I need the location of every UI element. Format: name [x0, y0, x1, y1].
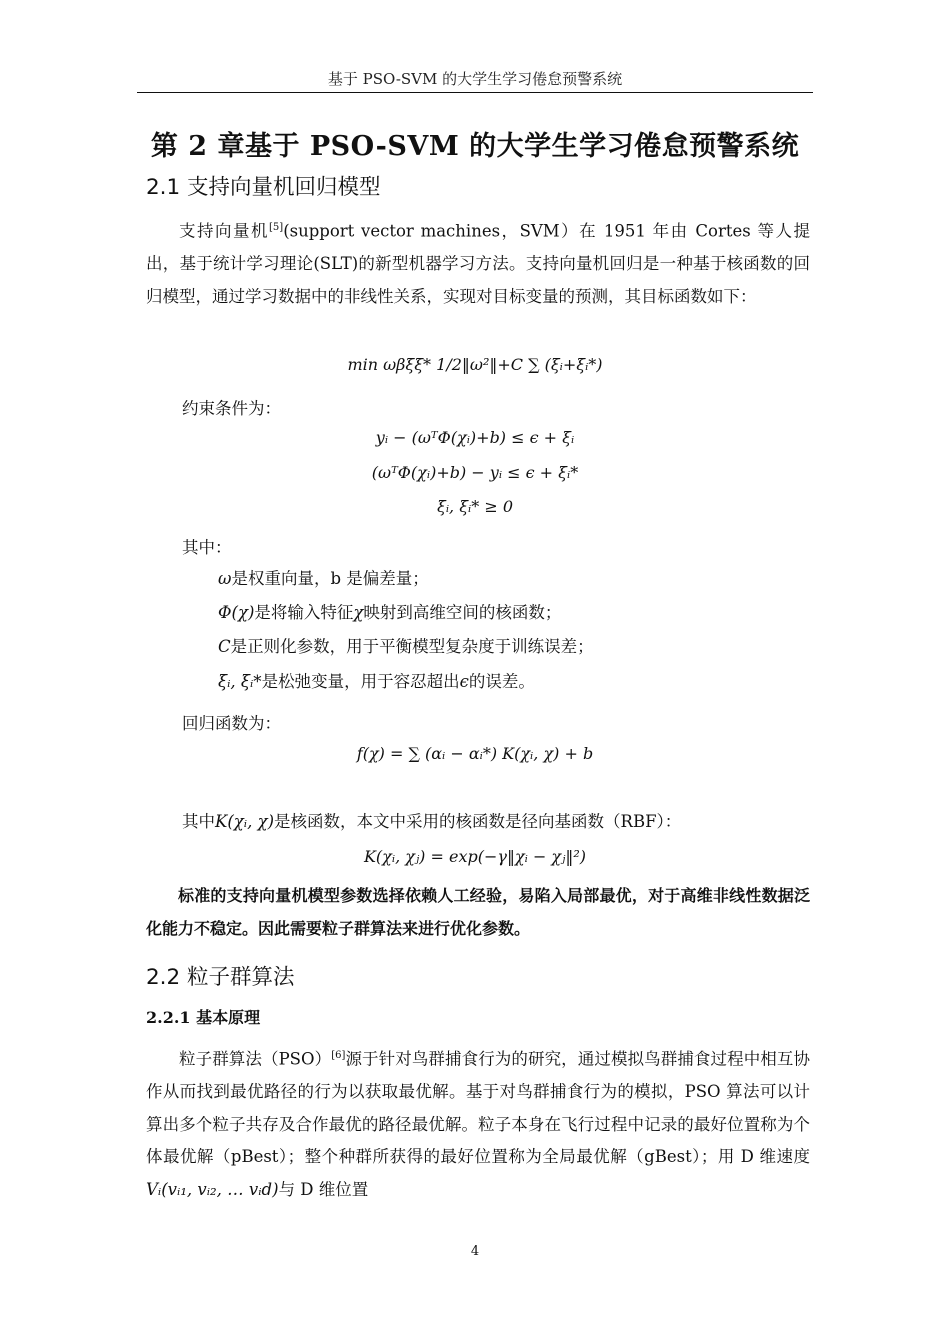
constraint-eq-1: yᵢ − (ωᵀΦ(χᵢ)+b) ≤ ϵ + ξᵢ [375, 428, 575, 447]
citation-6: [6] [331, 1050, 346, 1061]
constraint-eq-3: ξᵢ, ξᵢ* ≥ 0 [437, 497, 513, 516]
section-2-2-1-title: 2.2.1 基本原理 [146, 1008, 261, 1027]
section-2-2-title: 2.2 粒子群算法 [146, 965, 295, 990]
running-header: 基于 PSO-SVM 的大学生学习倦怠预警系统 [327, 70, 623, 88]
constraint-eq-2: (ωᵀΦ(χᵢ)+b) − yᵢ ≤ ϵ + ξᵢ* [371, 463, 579, 482]
kernel-sentence: 其中K(χᵢ, χ)是核函数，本文中采用的核函数是径向基函数（RBF）： [182, 812, 682, 831]
where-item-c: C是正则化参数，用于平衡模型复杂度于训练误差； [218, 637, 594, 656]
citation-5: [5] [269, 222, 284, 233]
rbf-equation: K(χᵢ, χⱼ) = exp(−γ‖χᵢ − χⱼ‖²) [363, 847, 587, 866]
where-label: 其中： [182, 538, 232, 557]
regression-equation: f(χ) = ∑ (αᵢ − αᵢ*) K(χᵢ, χ) + b [356, 744, 594, 763]
where-item-xi: ξᵢ, ξᵢ*是松弛变量，用于容忍超出ϵ的误差。 [218, 672, 535, 691]
chapter-title: 第 2 章基于 PSO-SVM 的大学生学习倦怠预警系统 [150, 131, 800, 162]
section-2-1-title: 2.1 支持向量机回归模型 [146, 175, 381, 200]
svm-intro-paragraph: 支持向量机[5](support vector machines，SVM）在 1951 年由 Cortes 等人提出，基于统计学习理论(SLT)的新型机器学习方法。支持向量机回归是一种基于核函数的回归模型，通过学习数据中的非线性关系，实现对目标变量的预测，其目标函数如下： [146, 221, 810, 306]
bold-paragraph: 标准的支持向量机模型参数选择依赖人工经验，易陷入局部最优，对于高维非线性数据泛化能力不稳定。因此需要粒子群算法来进行优化参数。 [146, 886, 810, 938]
page-number: 4 [470, 1244, 480, 1259]
regression-label: 回归函数为： [182, 714, 281, 733]
objective-equation: min ωβξξ* 1/2‖ω²‖+C ∑ (ξᵢ+ξᵢ*) [347, 355, 603, 374]
where-item-phi: Φ(χ)是将输入特征χ映射到高维空间的核函数； [218, 603, 562, 622]
where-item-omega: ω是权重向量，b 是偏差量； [218, 569, 429, 588]
header-rule [137, 92, 813, 93]
constraint-label: 约束条件为： [182, 399, 281, 418]
pso-paragraph: 粒子群算法（PSO）[6]源于针对鸟群捕食行为的研究，通过模拟鸟群捕食过程中相互协作从而找到最优路径的行为以获取最优解。基于对鸟群捕食行为的模拟，PSO 算法可以计算出多个粒子共存及合作最优的路径最优解。粒子本身在飞行过程中记录的最好位置称为个体最优解（pBest）；整个种群所获得的最好位置称为全局最优解（gBest）；用 D 维速度Vᵢ(vᵢ₁, vᵢ₂, … vᵢd)与 D 维位置 [146, 1049, 810, 1199]
